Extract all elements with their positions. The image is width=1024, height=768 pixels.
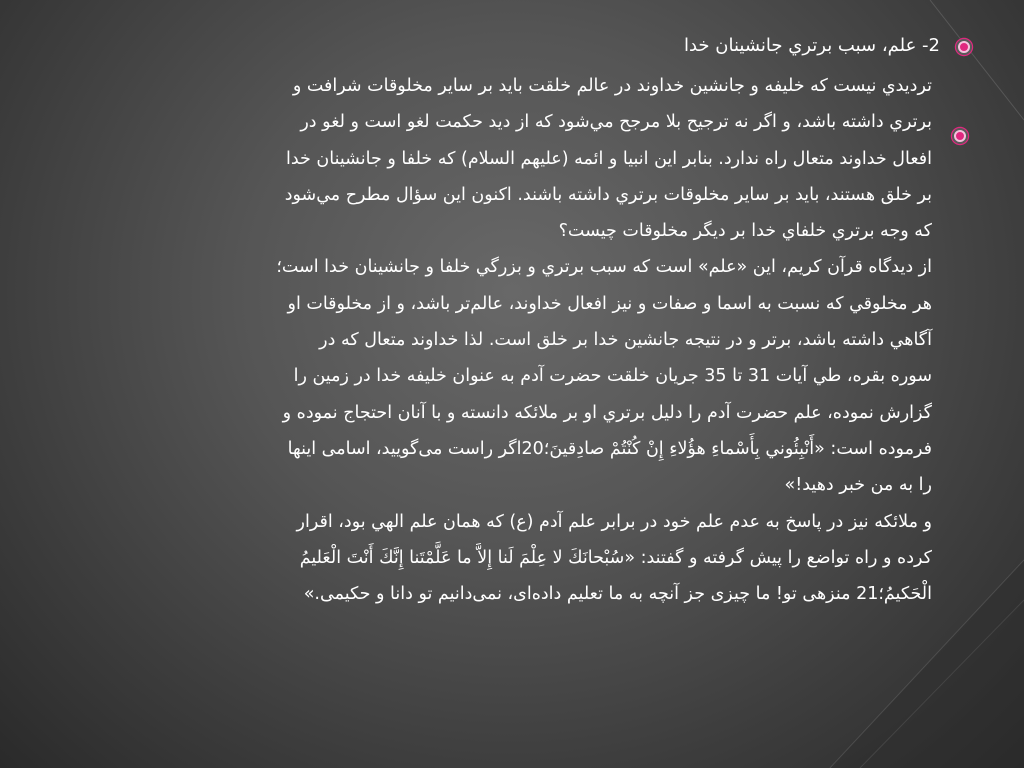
body-line: را به من خبر دهيد!» (784, 475, 932, 496)
body-line: آگاهي داشته باشد، برتر و در نتيجه جانشين خدا بر خلق است. لذا خداوند متعال که در (319, 330, 932, 351)
bullet-icon (954, 130, 966, 142)
body-line: که وجه برتري خلفاي خدا بر ديگر مخلوقات چيست؟ (558, 221, 932, 242)
bullet-icon (958, 41, 970, 53)
body-line: برتري داشته باشد، و اگر نه ترجيح بلا مرجح مي‌شود که از ديد حکمت لغو است و لغو در (300, 112, 932, 133)
body-line: بر خلق هستند، بايد بر ساير مخلوقات برتري داشته باشند. اکنون اين سؤال مطرح مي‌شود (284, 184, 932, 205)
body-line: افعال خداوند متعال راه ندارد. بنابر اين انبيا و ائمه (عليهم السلام) که خلفا و جانشينان خدا (286, 148, 932, 169)
title-bullet-row (80, 24, 980, 68)
body-line: فرموده است: «أَنْبِئُوني بِأَسْماءِ هؤُلاءِ إِنْ كُنْتُمْ صادِقينَ؛20اگر راست می‌گوييد، اسامی اينها (287, 438, 932, 459)
body-paragraph (80, 68, 980, 612)
body-line: گزارش نموده، علم حضرت آدم را دليل برتري او بر ملائکه دانسته و با آنان احتجاج نموده و (282, 402, 932, 423)
body-line: و ملائکه نيز در پاسخ به عدم علم خود در برابر علم آدم (ع) که همان علم الهي بود، اقرار (296, 511, 932, 532)
slide-title: 2- علم، سبب برتري جانشينان خدا (683, 35, 940, 56)
body-line: الْحَكيمُ؛21 منزهی تو! ما چيزی جز آنچه به ما تعليم داده‌ای، نمی‌دانيم تو دانا و حکيمی.» (303, 584, 932, 605)
body-line: از ديدگاه قرآن کريم، اين «علم» است که سبب برتري و بزرگي خلفا و جانشينان خدا است؛ (276, 257, 932, 278)
body-line: ترديدي نيست که خليفه و جانشين خداوند در عالم خلقت بايد بر ساير مخلوقات شرافت و (292, 76, 932, 96)
body-line: سوره بقره، طي آيات 31 تا 35 جريان خلقت حضرت آدم به عنوان خليفه خدا در زمين را (293, 366, 932, 387)
slide-content (80, 24, 980, 724)
body-line: کرده و راه تواضع را پيش گرفته و گفتند: «سُبْحانَكَ لا عِلْمَ لَنا إِلاَّ ما عَلَّمْتَنا إِنَّكَ أَنْتَ الْعَليمُ (299, 547, 932, 568)
body-bullet-row (80, 68, 980, 612)
body-line: هر مخلوقي که نسبت به اسما و صفات و نيز افعال خداوند، عالم‌تر باشد، و از مخلوقات او (287, 293, 932, 314)
